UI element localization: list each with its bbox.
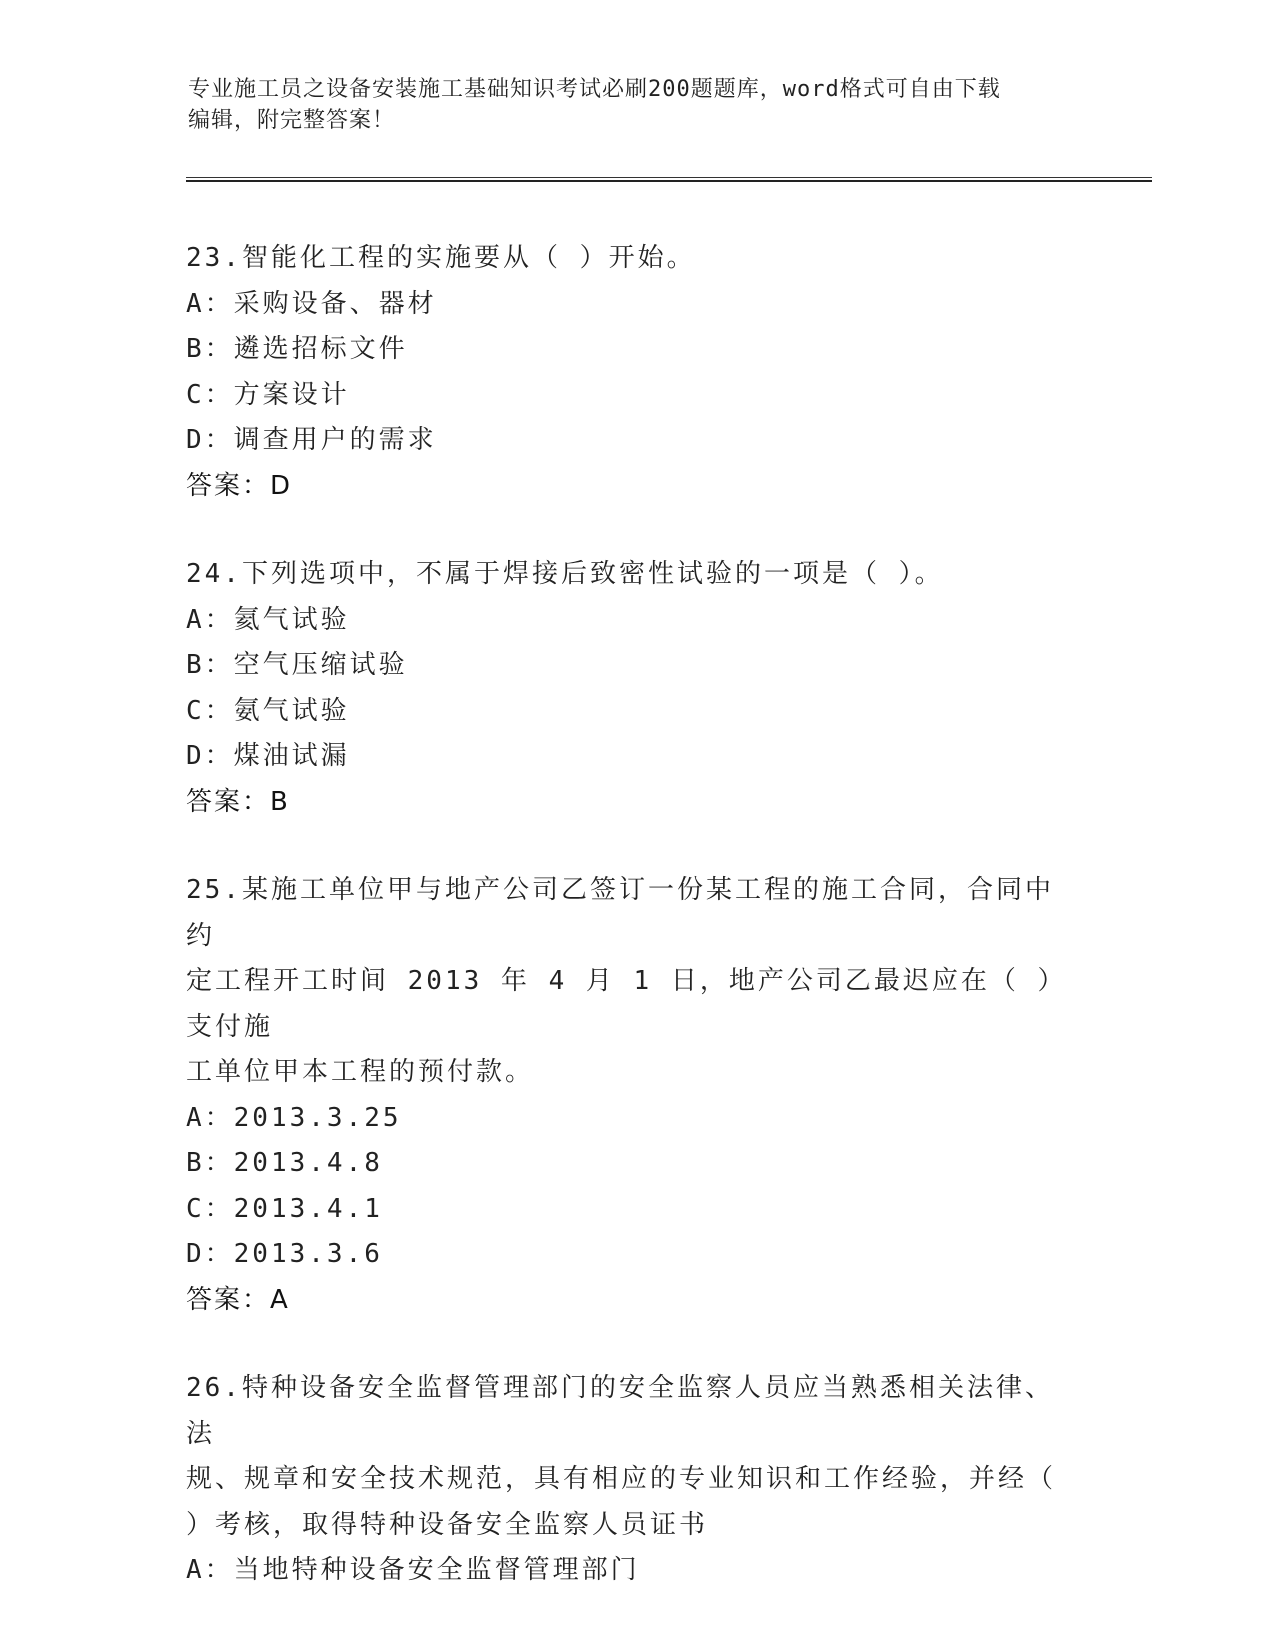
header-divider-thin [186,177,1152,178]
option-d: D：煤油试漏 [186,741,350,771]
stem-line: 26.特种设备安全监督管理部门的安全监察人员应当熟悉相关法律、法 [186,1373,1054,1449]
option-b: B：遴选招标文件 [186,334,408,364]
question-stem [186,868,1066,1096]
stem-line: 23.智能化工程的实施要从（ ）开始。 [186,243,696,273]
question-stem [186,236,1066,282]
option-a: A：当地特种设备安全监督管理部门 [186,1555,640,1585]
answer-text: 答案：B [186,786,290,817]
question-25 [186,868,1086,1323]
question-24 [186,552,1086,825]
question-stem [186,552,1066,598]
option-a: A：氦气试验 [186,604,350,635]
option-c: C：方案设计 [186,379,350,410]
header-divider-thick [186,180,1152,182]
option-c: C：氨气试验 [186,695,350,726]
option-d: D：2013.3.6 [186,1239,383,1269]
document-header [188,74,1088,136]
option-c: C：2013.4.1 [186,1193,383,1224]
option-a: A：2013.3.25 [186,1102,402,1133]
question-23 [186,236,1086,509]
stem-line: 25.某施工单位甲与地产公司乙签订一份某工程的施工合同，合同中约 [186,875,1054,951]
stem-line: 定工程开工时间 2013 年 4 月 1 日，地产公司乙最迟应在（ ）支付施 [186,966,1054,1042]
header-line-2: 编辑，附完整答案！ [188,108,396,133]
option-a: A：采购设备、器材 [186,288,437,319]
stem-line: 规、规章和安全技术规范，具有相应的专业知识和工作经验，并经（ [186,1464,1057,1494]
stem-line: 工单位甲本工程的预付款。 [186,1057,535,1087]
answer-text: 答案：A [186,1284,290,1315]
option-b: B：2013.4.8 [186,1148,383,1178]
stem-line: 24.下列选项中，不属于焊接后致密性试验的一项是（ ）。 [186,559,944,589]
question-stem [186,1366,1066,1548]
question-26 [186,1366,1086,1594]
question-list [186,236,1086,1637]
option-b: B：空气压缩试验 [186,650,408,680]
stem-line: ）考核，取得特种设备安全监察人员证书 [186,1509,709,1540]
header-line-1: 专业施工员之设备安装施工基础知识考试必刷200题题库，word格式可自由下载 [188,77,1001,102]
answer-text: 答案：D [186,470,293,501]
option-d: D：调查用户的需求 [186,425,437,455]
